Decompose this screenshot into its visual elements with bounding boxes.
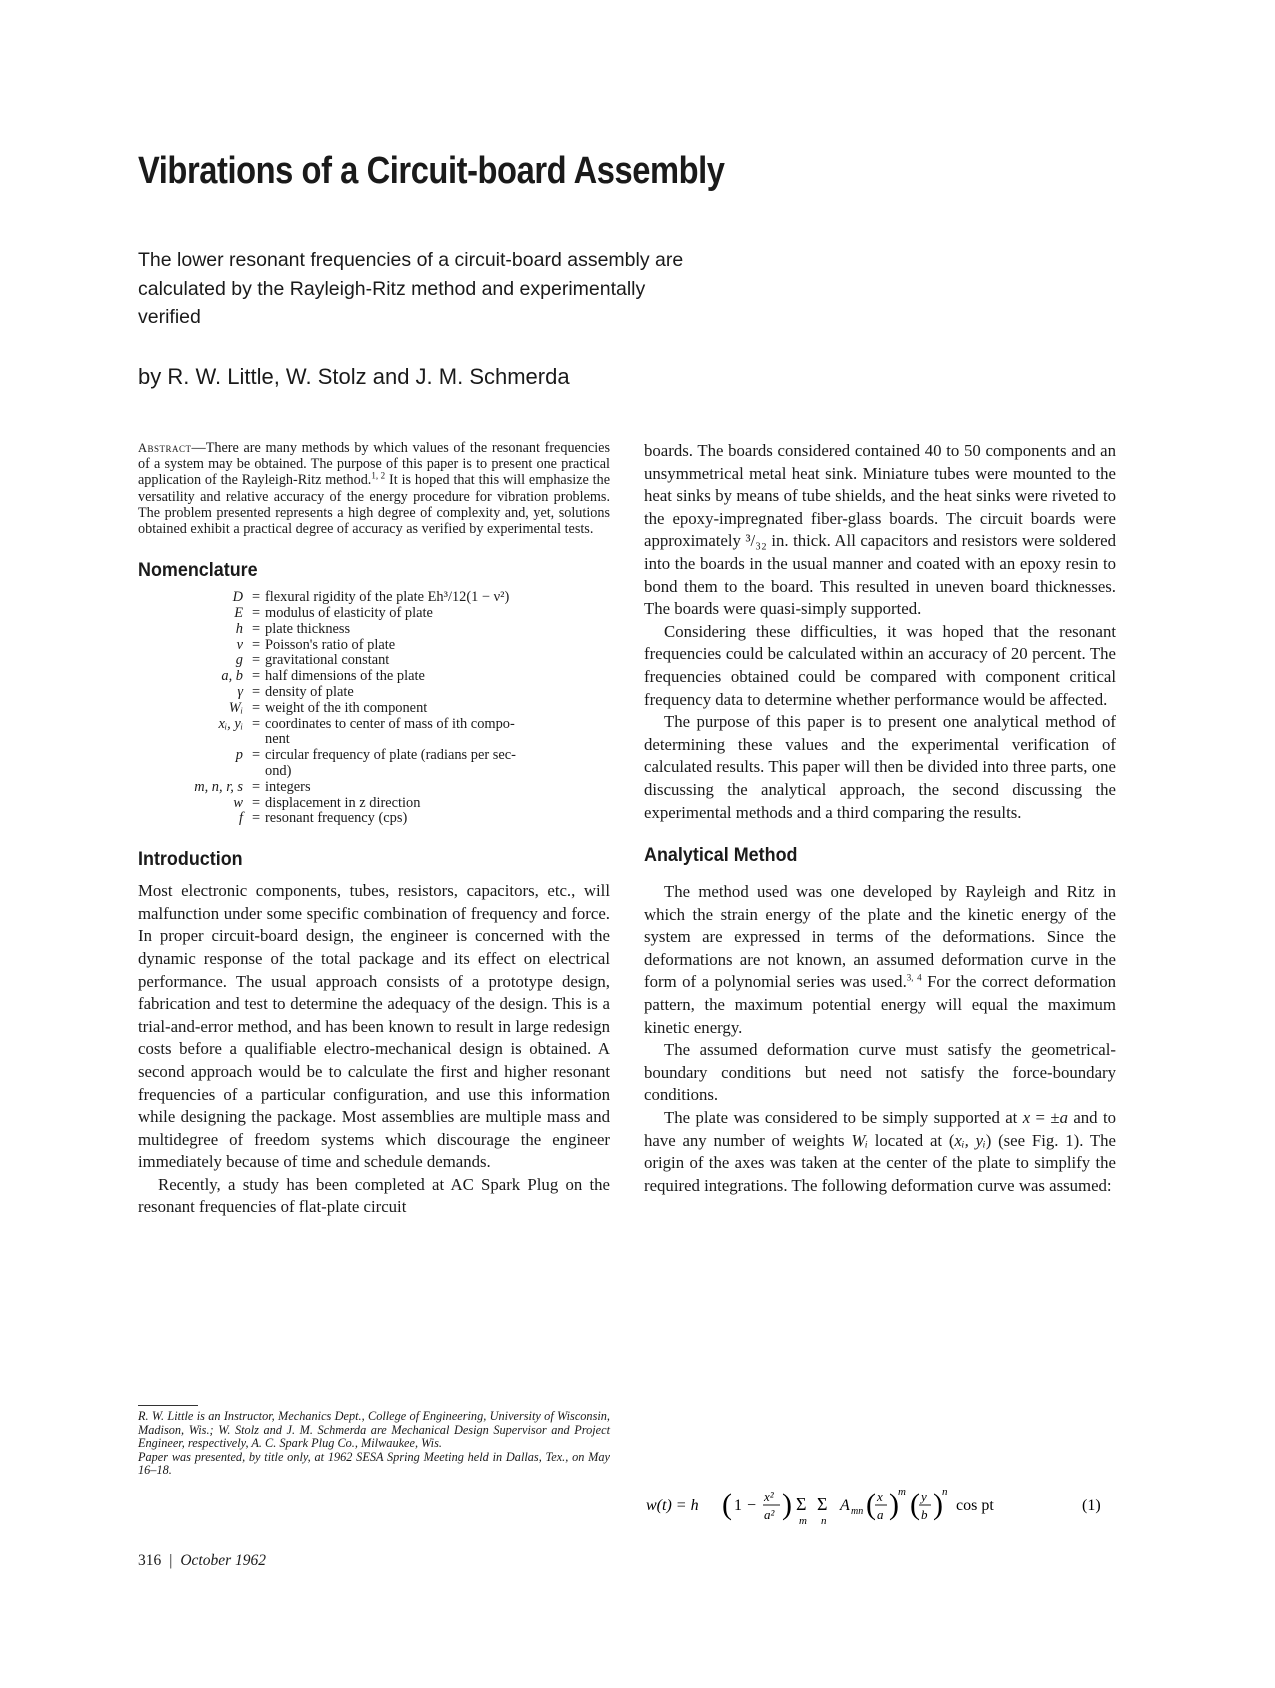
footer-separator: | — [169, 1552, 173, 1569]
math-var: x — [1022, 1108, 1031, 1128]
paper-subtitle: The lower resonant frequencies of a circuit-board assembly are calculated by the Rayleigh-Ritz method and experimentally verified — [138, 249, 684, 328]
nomenclature-row — [138, 638, 610, 654]
nomenclature-symbol: D — [232, 589, 243, 606]
nomenclature-symbol: Wᵢ — [228, 699, 243, 716]
paren-close: ) — [933, 1488, 943, 1521]
text-run: The method used was one developed by Rayleigh and Ritz in which the strain energy of the plate and the kinetic energy of the system are expressed in terms of the deformations. Since the deformations are not known, an assumed deformation curve in the form of a polynomial series was used. — [644, 882, 1116, 992]
equation-tail: cos pt — [956, 1497, 994, 1514]
nomenclature-definition: weight of the ith component — [265, 699, 428, 716]
nomenclature-row — [138, 590, 610, 606]
equals-sign: = — [251, 715, 261, 732]
text-run: ) (see Fig. 1). The origin of the axes was taken at the center of the plate to simplify the required integrations. The following deformation curve was assumed: — [644, 1130, 1116, 1195]
analytical-method-heading: Analytical Method — [644, 844, 798, 867]
nomenclature-symbol: f — [239, 810, 243, 827]
text-run: and to have any number of weights — [644, 1108, 1116, 1150]
nomenclature-definition: integers — [265, 778, 311, 795]
text-run: For the correct deformation pattern, the maximum potential energy will equal the maximum kinetic energy. — [644, 972, 1116, 1037]
coef-sub: mn — [851, 1506, 864, 1517]
author-line: by R. W. Little, W. Stolz and J. M. Schmerda — [138, 364, 570, 389]
paren-close: ) — [889, 1488, 899, 1521]
sum-m-index: m — [799, 1515, 807, 1527]
nomenclature-definition: Poisson's ratio of plate — [265, 636, 396, 653]
nomenclature-continuation: ond) — [265, 762, 292, 779]
x-over-a-num: x — [877, 1489, 883, 1504]
paren-open: ( — [866, 1488, 876, 1521]
intro-paragraph-2: Recently, a study has been completed at AC Spark Plug on the resonant frequencies of flat-plate circuit — [138, 1174, 610, 1217]
nomenclature-row — [138, 653, 610, 669]
text-run: boards. The boards considered contained 40 to 50 components and an unsymmetrical metal heat sink. Miniature tubes were mounted to the heat sinks by means of tube shields, and the heat sinks were riveted to the epoxy-impregnated fiber-glass boards. The circuit boards were approximately — [644, 441, 1116, 551]
nomenclature-symbol: w — [233, 794, 243, 811]
analytical-paragraph-3 — [644, 1107, 1116, 1197]
math-var: xᵢ, yᵢ — [954, 1130, 986, 1150]
page-footer — [138, 1552, 266, 1570]
nomenclature-symbol: g — [235, 652, 243, 669]
nomenclature-row — [138, 717, 610, 733]
footnote-presentation: Paper was presented, by title only, at 1962 SESA Spring Meeting held in Dallas, Tex., on May 16–18. — [138, 1449, 610, 1478]
nomenclature-row — [138, 685, 610, 701]
nomenclature-row — [138, 811, 610, 827]
sum-n-index: n — [821, 1515, 827, 1527]
equals-sign: = — [251, 668, 261, 685]
nomenclature-symbol: m, n, r, s — [194, 778, 243, 795]
nomenclature-row — [138, 796, 610, 812]
y-over-b-num: y — [921, 1489, 927, 1504]
nomenclature-definition: gravitational constant — [265, 652, 390, 669]
equals-sign: = — [251, 699, 261, 716]
equation-number: (1) — [1082, 1497, 1101, 1514]
equals-sign: = — [251, 794, 261, 811]
y-over-b-den: b — [921, 1507, 928, 1522]
nomenclature-row — [138, 701, 610, 717]
reference-mark: 3, 4 — [906, 972, 922, 983]
nomenclature-symbol: a, b — [221, 668, 243, 685]
equals-sign: = — [251, 747, 261, 764]
equation-svg — [644, 1483, 1116, 1527]
sum-n-symbol: Σ — [817, 1494, 828, 1514]
equals-sign: = — [251, 605, 261, 622]
nomenclature-definition: plate thickness — [265, 620, 351, 637]
right-column — [644, 440, 1116, 1197]
nomenclature-definition: modulus of elasticity of plate — [265, 605, 433, 622]
nomenclature-row — [138, 606, 610, 622]
equals-sign: = — [251, 636, 261, 653]
paren-open: ( — [910, 1488, 920, 1521]
exponent-m: m — [898, 1486, 906, 1498]
left-column — [138, 440, 610, 1219]
paren-open: ( — [722, 1488, 732, 1521]
paper-title: Vibrations of a Circuit-board Assembly — [138, 150, 725, 192]
equals-sign: = — [251, 810, 261, 827]
footnotes — [138, 1410, 610, 1478]
nomenclature-definition: flexural rigidity of the plate Eh³/12(1 − ν²) — [265, 589, 510, 606]
abstract-lead: Abstract — [138, 441, 192, 455]
frac-den: a² — [764, 1507, 775, 1522]
equals-sign: = — [251, 652, 261, 669]
coef: A — [840, 1497, 850, 1514]
nomenclature-symbol: ν — [236, 636, 243, 653]
nomenclature-symbol: E — [234, 605, 243, 622]
math-var: a — [1059, 1108, 1068, 1128]
nomenclature-definition: half dimensions of the plate — [265, 668, 425, 685]
fraction: ³/₃₂ — [745, 531, 767, 551]
page-number: 316 — [138, 1552, 162, 1569]
equation-1 — [644, 1483, 1116, 1527]
nomenclature-symbol: h — [235, 620, 243, 637]
equals-sign: = — [251, 620, 261, 637]
text-run: in. thick. All capacitors and resistors were soldered into the boards in the usual manner and coated with an epoxy resin to bond them to the board. This resulted in uneven board thicknesses. The boards were quasi-simply supported. — [644, 531, 1116, 619]
analytical-paragraph-1 — [644, 881, 1116, 1039]
nomenclature-symbol: p — [235, 747, 243, 764]
right-paragraph-2: Considering these difficulties, it was hoped that the resonant frequencies could be calculated within an accuracy of 20 percent. The frequencies obtained could be compared with component critical frequency data to determine whether performance would be affected. — [644, 621, 1116, 709]
nomenclature-heading: Nomenclature — [138, 559, 258, 582]
math-var: Wᵢ — [851, 1130, 868, 1150]
equals-sign: = — [251, 778, 261, 795]
nomenclature-row — [138, 748, 610, 764]
nomenclature-definition: density of plate — [265, 684, 354, 700]
right-paragraph-1 — [644, 440, 1116, 621]
issue-date: October 1962 — [180, 1552, 267, 1569]
abstract — [138, 440, 610, 537]
intro-paragraph-1: Most electronic components, tubes, resistors, capacitors, etc., will malfunction under some specific combination of frequency and force. In proper circuit-board design, the engineer is concerned with the dynamic response of the total package and its effect on electrical performance. The usual approach consists of a prototype design, fabrication and test to determine the adequacy of the design. This is a trial-and-error method, and has been known to result in large redesign costs before a qualifiable electro-mechanical design is obtained. A second approach would be to calculate the first and higher resonant frequencies of a particular configuration, and use this information while designing the package. Most assemblies are multiple mass and multidegree of freedom systems which discourage the engineer immediately because of time and schedule demands. — [138, 881, 610, 1172]
nomenclature-definition: circular frequency of plate (radians per sec- — [265, 747, 516, 764]
equals-sign: = — [251, 684, 261, 700]
introduction-heading: Introduction — [138, 848, 243, 871]
nomenclature-definition: coordinates to center of mass of ith compo- — [265, 715, 515, 732]
analytical-paragraph-2: The assumed deformation curve must satisfy the geometrical-boundary conditions but need not satisfy the force-boundary conditions. — [644, 1040, 1116, 1105]
one: 1 — [734, 1497, 742, 1514]
nomenclature-list — [138, 590, 610, 827]
exponent-n: n — [942, 1486, 948, 1498]
footnote-authors: R. W. Little is an Instructor, Mechanics Dept., College of Engineering, University of Wisconsin, Madison, Wis.; W. Stolz and J. M. Schmerda are Mechanical Design Supervisor and Project Engineer, respectively, A. C. Spark Plug Co., Milwaukee, Wis. — [138, 1409, 610, 1451]
nomenclature-row — [138, 669, 610, 685]
abstract-text-b: It is hoped that this will emphasize the versatility and relative accuracy of the energy procedure for vibration problems. The problem presented represents a high degree of complexity and, yet, solutions obtained exhibit a practical degree of accuracy as verified by experimental tests. — [138, 472, 610, 538]
equals-sign: = — [251, 589, 261, 606]
text-run: located at ( — [867, 1130, 955, 1150]
abstract-ref: 1, 2 — [371, 470, 386, 481]
nomenclature-symbol: xᵢ, yᵢ — [218, 715, 243, 732]
nomenclature-continuation: nent — [265, 731, 290, 748]
frac-num: x² — [764, 1489, 774, 1504]
nomenclature-symbol: γ — [237, 684, 243, 700]
paren-close: ) — [782, 1488, 792, 1521]
text-run: = ± — [1030, 1108, 1060, 1128]
abstract-text-a: —There are many methods by which values of the resonant frequencies of a system may be obtained. The purpose of this paper is to present one practical application of the Rayleigh-Ritz method. — [138, 440, 610, 489]
minus: − — [747, 1497, 757, 1514]
x-over-a-den: a — [877, 1507, 884, 1522]
nomenclature-definition: resonant frequency (cps) — [265, 810, 408, 827]
text-run: The plate was considered to be simply supported at — [664, 1108, 1023, 1128]
equation-lhs: w(t) = h — [646, 1497, 699, 1514]
footnote-rule — [138, 1405, 198, 1406]
nomenclature-definition: displacement in z direction — [265, 794, 421, 811]
nomenclature-row — [138, 622, 610, 638]
right-paragraph-3: The purpose of this paper is to present one analytical method of determining these values and the experimental verification of calculated results. This paper will then be divided into three parts, one discussing the analytical approach, the second discussing the experimental methods and a third comparing the results. — [644, 712, 1116, 822]
nomenclature-row — [138, 780, 610, 796]
sum-m-symbol: Σ — [796, 1494, 807, 1514]
